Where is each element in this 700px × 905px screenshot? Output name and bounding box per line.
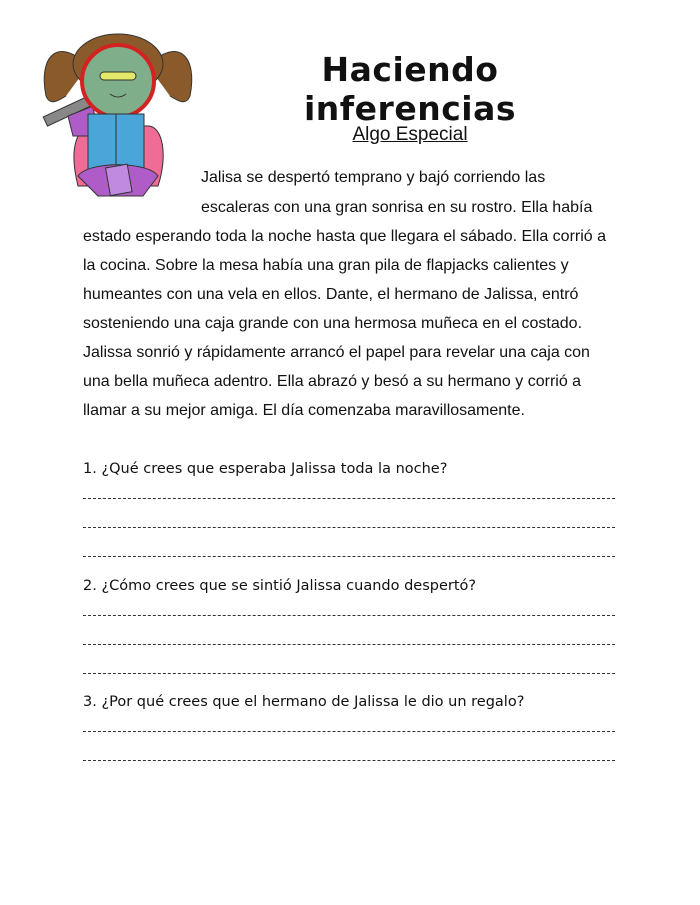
paragraph-line: llamar a su mejor amiga. El día comenzaba maravillosamente. [83, 402, 525, 419]
paragraph-line: sosteniendo una caja grande con una hermosa muñeca en el costado. [83, 315, 583, 332]
paragraph-line: humeantes con una vela en ellos. Dante, el hermano de Jalissa, entró [83, 286, 579, 303]
question-2: 2. ¿Cómo crees que se sintió Jalissa cuando despertó? [83, 578, 477, 594]
story-title: Algo Especial [352, 124, 468, 145]
answer-line[interactable] [83, 527, 615, 528]
girl-with-magnifying-glass-illustration [38, 26, 198, 206]
answer-line[interactable] [83, 615, 615, 616]
paragraph-line: la cocina. Sobre la mesa había una gran pila de flapjacks calientes y [83, 257, 569, 274]
answer-line[interactable] [83, 556, 615, 557]
paragraph-line: Jalisa se despertó temprano y bajó corriendo las [201, 169, 546, 186]
paragraph-line: escaleras con una gran sonrisa en su rostro. Ella había [201, 199, 593, 216]
paragraph-line: estado esperando toda la noche hasta que llegara el sábado. Ella corrió a [83, 228, 607, 245]
page-title: Haciendo inferencias [304, 50, 516, 128]
question-1: 1. ¿Qué crees que esperaba Jalissa toda la noche? [83, 461, 448, 477]
answer-line[interactable] [83, 760, 615, 761]
answer-line[interactable] [83, 644, 615, 645]
answer-line[interactable] [83, 673, 615, 674]
paragraph-line: una bella muñeca adentro. Ella abrazó y besó a su hermano y corrió a [83, 373, 582, 390]
answer-line[interactable] [83, 731, 615, 732]
answer-line[interactable] [83, 498, 615, 499]
paragraph-line: Jalissa sonrió y rápidamente arrancó el papel para revelar una caja con [83, 344, 590, 361]
question-3: 3. ¿Por qué crees que el hermano de Jalissa le dio un regalo? [83, 694, 525, 710]
